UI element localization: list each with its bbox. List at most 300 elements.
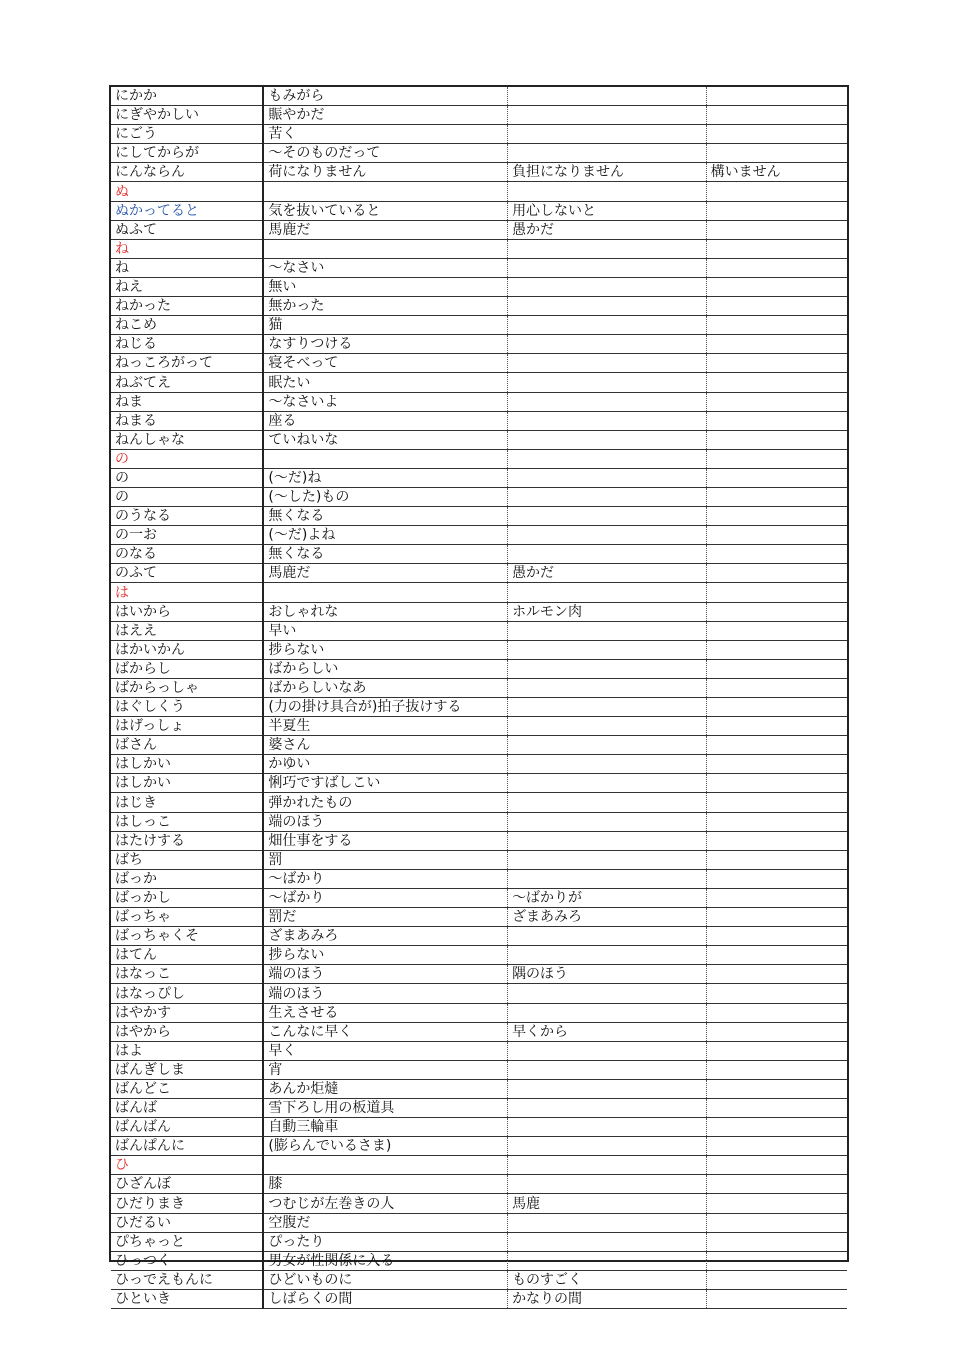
alt-meaning-cell <box>508 640 707 659</box>
extra-meaning-cell <box>706 927 847 946</box>
table-row <box>111 1232 847 1251</box>
extra-meaning-cell <box>706 602 847 621</box>
meaning-cell: 苦く <box>263 125 507 144</box>
extra-meaning-cell <box>706 965 847 984</box>
table-row <box>111 392 847 411</box>
extra-meaning-cell <box>706 1194 847 1213</box>
table-row <box>111 869 847 888</box>
table-row <box>111 1041 847 1060</box>
alt-meaning-cell <box>508 125 707 144</box>
dialect-word-cell: のふて <box>111 564 263 583</box>
meaning-cell <box>263 1156 507 1175</box>
alt-meaning-cell <box>508 1232 707 1251</box>
table-row <box>111 1022 847 1041</box>
meaning-cell: おしゃれな <box>263 602 507 621</box>
alt-meaning-cell <box>508 507 707 526</box>
meaning-cell: 無くなる <box>263 545 507 564</box>
table-row <box>111 354 847 373</box>
dialect-word-cell: ぴちゃっと <box>111 1232 263 1251</box>
extra-meaning-cell <box>706 621 847 640</box>
extra-meaning-cell <box>706 277 847 296</box>
meaning-cell: 無かった <box>263 297 507 316</box>
dialect-word-cell: ねまる <box>111 411 263 430</box>
dialect-word-cell: ぬ <box>111 182 263 201</box>
meaning-cell: もみがら <box>263 87 507 106</box>
meaning-cell: (～だ)ね <box>263 468 507 487</box>
alt-meaning-cell <box>508 1098 707 1117</box>
meaning-cell: 座る <box>263 411 507 430</box>
dialect-word-cell: にぎやかしい <box>111 106 263 125</box>
table-row <box>111 984 847 1003</box>
extra-meaning-cell <box>706 545 847 564</box>
table-row <box>111 335 847 354</box>
meaning-cell: (～した)もの <box>263 487 507 506</box>
meaning-cell: かゆい <box>263 755 507 774</box>
dialect-word-cell: ひざんぼ <box>111 1175 263 1194</box>
dialect-word-cell: にごう <box>111 125 263 144</box>
extra-meaning-cell <box>706 258 847 277</box>
alt-meaning-cell <box>508 373 707 392</box>
extra-meaning-cell <box>706 106 847 125</box>
dialect-word-cell: ひだりまき <box>111 1194 263 1213</box>
table-row <box>111 793 847 812</box>
extra-meaning-cell <box>706 1289 847 1308</box>
meaning-cell <box>263 449 507 468</box>
extra-meaning-cell <box>706 1022 847 1041</box>
meaning-cell: 半夏生 <box>263 717 507 736</box>
alt-meaning-cell <box>508 87 707 106</box>
alt-meaning-cell <box>508 1118 707 1137</box>
extra-meaning-cell <box>706 698 847 717</box>
dialect-word-cell: ばんどこ <box>111 1079 263 1098</box>
meaning-cell: 早く <box>263 1041 507 1060</box>
extra-meaning-cell <box>706 487 847 506</box>
table-row <box>111 430 847 449</box>
table-row <box>111 144 847 163</box>
extra-meaning-cell <box>706 1118 847 1137</box>
extra-meaning-cell <box>706 850 847 869</box>
meaning-cell: あんか炬燵 <box>263 1079 507 1098</box>
alt-meaning-cell: 隅のほう <box>508 965 707 984</box>
alt-meaning-cell: 愚かだ <box>508 564 707 583</box>
extra-meaning-cell <box>706 869 847 888</box>
alt-meaning-cell: 負担になりません <box>508 163 707 182</box>
dialect-word-cell: ね <box>111 239 263 258</box>
meaning-cell: (力の掛け具合が)拍子抜けする <box>263 698 507 717</box>
extra-meaning-cell <box>706 430 847 449</box>
alt-meaning-cell <box>508 774 707 793</box>
extra-meaning-cell <box>706 526 847 545</box>
meaning-cell: 端のほう <box>263 965 507 984</box>
meaning-cell: つむじが左巻きの人 <box>263 1194 507 1213</box>
dialect-word-cell: の一お <box>111 526 263 545</box>
extra-meaning-cell <box>706 125 847 144</box>
extra-meaning-cell <box>706 354 847 373</box>
dialect-word-cell: ひ <box>111 1156 263 1175</box>
alt-meaning-cell <box>508 258 707 277</box>
alt-meaning-cell <box>508 411 707 430</box>
table-row <box>111 1003 847 1022</box>
table-row <box>111 850 847 869</box>
meaning-cell: 賑やかだ <box>263 106 507 125</box>
extra-meaning-cell <box>706 507 847 526</box>
meaning-cell: 猫 <box>263 316 507 335</box>
alt-meaning-cell <box>508 946 707 965</box>
dialect-word-cell: ばんば <box>111 1098 263 1117</box>
extra-meaning-cell <box>706 411 847 430</box>
extra-meaning-cell <box>706 182 847 201</box>
extra-meaning-cell <box>706 774 847 793</box>
meaning-cell: こんなに早く <box>263 1022 507 1041</box>
meaning-cell: 馬鹿だ <box>263 564 507 583</box>
meaning-cell: (膨らんでいるさま) <box>263 1137 507 1156</box>
meaning-cell: 捗らない <box>263 946 507 965</box>
dialect-word-cell: はぐしくう <box>111 698 263 717</box>
meaning-cell: なすりつける <box>263 335 507 354</box>
extra-meaning-cell <box>706 87 847 106</box>
dialect-word-cell: ばっちゃくそ <box>111 927 263 946</box>
extra-meaning-cell <box>706 239 847 258</box>
alt-meaning-cell <box>508 678 707 697</box>
table-row <box>111 602 847 621</box>
meaning-cell: ～ばかり <box>263 869 507 888</box>
table-row <box>111 297 847 316</box>
meaning-cell: ～なさい <box>263 258 507 277</box>
meaning-cell: ばからしい <box>263 659 507 678</box>
table-row <box>111 220 847 239</box>
meaning-cell: ていねいな <box>263 430 507 449</box>
meaning-cell: 眠たい <box>263 373 507 392</box>
dialect-word-cell: ばんぎしま <box>111 1060 263 1079</box>
table-row <box>111 1175 847 1194</box>
extra-meaning-cell <box>706 678 847 697</box>
extra-meaning-cell <box>706 468 847 487</box>
meaning-cell: 捗らない <box>263 640 507 659</box>
glossary-table <box>111 87 847 1309</box>
dialect-word-cell: ねかった <box>111 297 263 316</box>
alt-meaning-cell <box>508 1213 707 1232</box>
alt-meaning-cell <box>508 850 707 869</box>
meaning-cell: 罰 <box>263 850 507 869</box>
alt-meaning-cell <box>508 392 707 411</box>
alt-meaning-cell <box>508 736 707 755</box>
table-row <box>111 87 847 106</box>
dialect-word-cell: にしてからが <box>111 144 263 163</box>
meaning-cell: ～そのものだって <box>263 144 507 163</box>
extra-meaning-cell <box>706 316 847 335</box>
dialect-word-cell: の <box>111 468 263 487</box>
extra-meaning-cell <box>706 1041 847 1060</box>
meaning-cell: 畑仕事をする <box>263 831 507 850</box>
dialect-word-cell: はじき <box>111 793 263 812</box>
alt-meaning-cell <box>508 583 707 602</box>
extra-meaning-cell <box>706 755 847 774</box>
dialect-word-cell: のなる <box>111 545 263 564</box>
dialect-word-cell: の <box>111 487 263 506</box>
dialect-word-cell: はいから <box>111 602 263 621</box>
dialect-word-cell: は <box>111 583 263 602</box>
meaning-cell: ～なさいよ <box>263 392 507 411</box>
alt-meaning-cell <box>508 1079 707 1098</box>
alt-meaning-cell <box>508 1041 707 1060</box>
table-row <box>111 526 847 545</box>
dialect-word-cell: ばんばん <box>111 1118 263 1137</box>
dialect-word-cell: にんならん <box>111 163 263 182</box>
meaning-cell: ひどいものに <box>263 1270 507 1289</box>
extra-meaning-cell <box>706 888 847 907</box>
dialect-word-cell: にかか <box>111 87 263 106</box>
alt-meaning-cell: 用心しないと <box>508 201 707 220</box>
extra-meaning-cell <box>706 392 847 411</box>
table-row <box>111 1137 847 1156</box>
table-row <box>111 277 847 296</box>
table-row <box>111 545 847 564</box>
section-header-row <box>111 1156 847 1175</box>
extra-meaning-cell <box>706 1098 847 1117</box>
meaning-cell: ～ばかり <box>263 888 507 907</box>
meaning-cell: 早い <box>263 621 507 640</box>
dialect-word-cell: ねこめ <box>111 316 263 335</box>
dialect-word-cell: はなっぴし <box>111 984 263 1003</box>
meaning-cell: (～だ)よね <box>263 526 507 545</box>
table-row <box>111 1079 847 1098</box>
alt-meaning-cell <box>508 755 707 774</box>
alt-meaning-cell <box>508 1156 707 1175</box>
meaning-cell: 無い <box>263 277 507 296</box>
meaning-cell <box>263 583 507 602</box>
extra-meaning-cell <box>706 908 847 927</box>
table-row <box>111 316 847 335</box>
table-row <box>111 468 847 487</box>
dialect-word-cell: ぬふて <box>111 220 263 239</box>
alt-meaning-cell <box>508 449 707 468</box>
meaning-cell: 弾かれたもの <box>263 793 507 812</box>
table-row <box>111 564 847 583</box>
extra-meaning-cell <box>706 449 847 468</box>
extra-meaning-cell <box>706 793 847 812</box>
meaning-cell: 宵 <box>263 1060 507 1079</box>
section-header-row <box>111 182 847 201</box>
extra-meaning-cell <box>706 640 847 659</box>
meaning-cell: 悧巧ですばしこい <box>263 774 507 793</box>
dialect-word-cell: ねじる <box>111 335 263 354</box>
table-row <box>111 736 847 755</box>
alt-meaning-cell <box>508 144 707 163</box>
meaning-cell: ざまあみろ <box>263 927 507 946</box>
table-row <box>111 927 847 946</box>
table-row <box>111 908 847 927</box>
dialect-word-cell: はげっしょ <box>111 717 263 736</box>
alt-meaning-cell <box>508 869 707 888</box>
extra-meaning-cell <box>706 717 847 736</box>
extra-meaning-cell <box>706 1079 847 1098</box>
extra-meaning-cell <box>706 1137 847 1156</box>
alt-meaning-cell: 早くから <box>508 1022 707 1041</box>
dialect-word-cell: ひっでえもんに <box>111 1270 263 1289</box>
alt-meaning-cell <box>508 239 707 258</box>
dialect-word-cell: ばっかし <box>111 888 263 907</box>
alt-meaning-cell <box>508 182 707 201</box>
alt-meaning-cell <box>508 984 707 1003</box>
dialect-word-cell: ばからっしゃ <box>111 678 263 697</box>
table-row <box>111 698 847 717</box>
extra-meaning-cell <box>706 220 847 239</box>
dialect-word-cell: ばっか <box>111 869 263 888</box>
extra-meaning-cell <box>706 1175 847 1194</box>
dialect-word-cell: ひだるい <box>111 1213 263 1232</box>
alt-meaning-cell <box>508 698 707 717</box>
table-row <box>111 1118 847 1137</box>
alt-meaning-cell <box>508 927 707 946</box>
alt-meaning-cell: ホルモン肉 <box>508 602 707 621</box>
dialect-word-cell: ねっころがって <box>111 354 263 373</box>
dialect-word-cell: の <box>111 449 263 468</box>
table-row <box>111 125 847 144</box>
alt-meaning-cell <box>508 335 707 354</box>
dialect-word-cell: はかいかん <box>111 640 263 659</box>
table-row <box>111 163 847 182</box>
dialect-word-cell: ばさん <box>111 736 263 755</box>
meaning-cell <box>263 239 507 258</box>
meaning-cell: 馬鹿だ <box>263 220 507 239</box>
table-row <box>111 888 847 907</box>
extra-meaning-cell <box>706 1251 847 1270</box>
table-row <box>111 1060 847 1079</box>
alt-meaning-cell <box>508 1137 707 1156</box>
table-row <box>111 487 847 506</box>
alt-meaning-cell <box>508 1003 707 1022</box>
table-row <box>111 1194 847 1213</box>
table-row <box>111 1270 847 1289</box>
alt-meaning-cell <box>508 621 707 640</box>
extra-meaning-cell <box>706 1156 847 1175</box>
alt-meaning-cell <box>508 354 707 373</box>
dialect-word-cell: はたけする <box>111 831 263 850</box>
table-row <box>111 774 847 793</box>
dialect-word-cell: ばっちゃ <box>111 908 263 927</box>
dialect-word-cell: ねぶてえ <box>111 373 263 392</box>
alt-meaning-cell <box>508 717 707 736</box>
dialect-word-cell: ねえ <box>111 277 263 296</box>
alt-meaning-cell <box>508 793 707 812</box>
meaning-cell: 無くなる <box>263 507 507 526</box>
extra-meaning-cell <box>706 812 847 831</box>
alt-meaning-cell <box>508 277 707 296</box>
table-row <box>111 831 847 850</box>
table-row <box>111 1251 847 1270</box>
table-row <box>111 258 847 277</box>
dialect-word-cell: のうなる <box>111 507 263 526</box>
meaning-cell <box>263 182 507 201</box>
meaning-cell: 空腹だ <box>263 1213 507 1232</box>
table-row <box>111 106 847 125</box>
alt-meaning-cell <box>508 316 707 335</box>
dialect-word-cell: ねま <box>111 392 263 411</box>
dialect-word-cell: ぬかってると <box>111 201 263 220</box>
alt-meaning-cell: 愚かだ <box>508 220 707 239</box>
dialect-word-cell: ひっつく <box>111 1251 263 1270</box>
meaning-cell: ぴったり <box>263 1232 507 1251</box>
dialect-word-cell: はしっこ <box>111 812 263 831</box>
table-row <box>111 373 847 392</box>
table-row <box>111 678 847 697</box>
meaning-cell: 荷になりません <box>263 163 507 182</box>
section-header-row <box>111 239 847 258</box>
meaning-cell: 端のほう <box>263 984 507 1003</box>
table-row <box>111 1289 847 1308</box>
extra-meaning-cell <box>706 297 847 316</box>
alt-meaning-cell <box>508 659 707 678</box>
alt-meaning-cell <box>508 1175 707 1194</box>
section-header-row <box>111 449 847 468</box>
meaning-cell: 男女が性関係に入る <box>263 1251 507 1270</box>
alt-meaning-cell: ざまあみろ <box>508 908 707 927</box>
extra-meaning-cell <box>706 1003 847 1022</box>
alt-meaning-cell <box>508 297 707 316</box>
alt-meaning-cell <box>508 831 707 850</box>
meaning-cell: 雪下ろし用の板道具 <box>263 1098 507 1117</box>
table-row <box>111 621 847 640</box>
meaning-cell: 膝 <box>263 1175 507 1194</box>
alt-meaning-cell <box>508 468 707 487</box>
dialect-word-cell: はやかす <box>111 1003 263 1022</box>
extra-meaning-cell <box>706 373 847 392</box>
table-row <box>111 965 847 984</box>
meaning-cell: 罰だ <box>263 908 507 927</box>
table-row <box>111 717 847 736</box>
dialect-word-cell: ひといき <box>111 1289 263 1308</box>
alt-meaning-cell: ものすごく <box>508 1270 707 1289</box>
meaning-cell: 気を抜いていると <box>263 201 507 220</box>
dialect-word-cell: ねんしゃな <box>111 430 263 449</box>
extra-meaning-cell <box>706 583 847 602</box>
meaning-cell: 寝そべって <box>263 354 507 373</box>
meaning-cell: ばからしいなあ <box>263 678 507 697</box>
dialect-word-cell: はなっこ <box>111 965 263 984</box>
extra-meaning-cell <box>706 1232 847 1251</box>
table-row <box>111 1213 847 1232</box>
meaning-cell: 婆さん <box>263 736 507 755</box>
table-row <box>111 946 847 965</box>
dialect-word-cell: はよ <box>111 1041 263 1060</box>
table-row <box>111 755 847 774</box>
glossary-rows <box>111 87 847 1309</box>
extra-meaning-cell: 構いません <box>706 163 847 182</box>
alt-meaning-cell: かなりの間 <box>508 1289 707 1308</box>
table-row <box>111 507 847 526</box>
alt-meaning-cell <box>508 545 707 564</box>
table-row <box>111 411 847 430</box>
dialect-word-cell: ばんぱんに <box>111 1137 263 1156</box>
extra-meaning-cell <box>706 564 847 583</box>
extra-meaning-cell <box>706 1213 847 1232</box>
alt-meaning-cell <box>508 1251 707 1270</box>
alt-meaning-cell <box>508 1060 707 1079</box>
meaning-cell: しばらくの間 <box>263 1289 507 1308</box>
meaning-cell: 端のほう <box>263 812 507 831</box>
extra-meaning-cell <box>706 736 847 755</box>
extra-meaning-cell <box>706 1060 847 1079</box>
extra-meaning-cell <box>706 659 847 678</box>
table-row <box>111 1098 847 1117</box>
dialect-word-cell: ばち <box>111 850 263 869</box>
glossary-sheet <box>109 85 849 1307</box>
extra-meaning-cell <box>706 831 847 850</box>
table-row <box>111 812 847 831</box>
alt-meaning-cell <box>508 106 707 125</box>
extra-meaning-cell <box>706 1270 847 1289</box>
alt-meaning-cell <box>508 430 707 449</box>
